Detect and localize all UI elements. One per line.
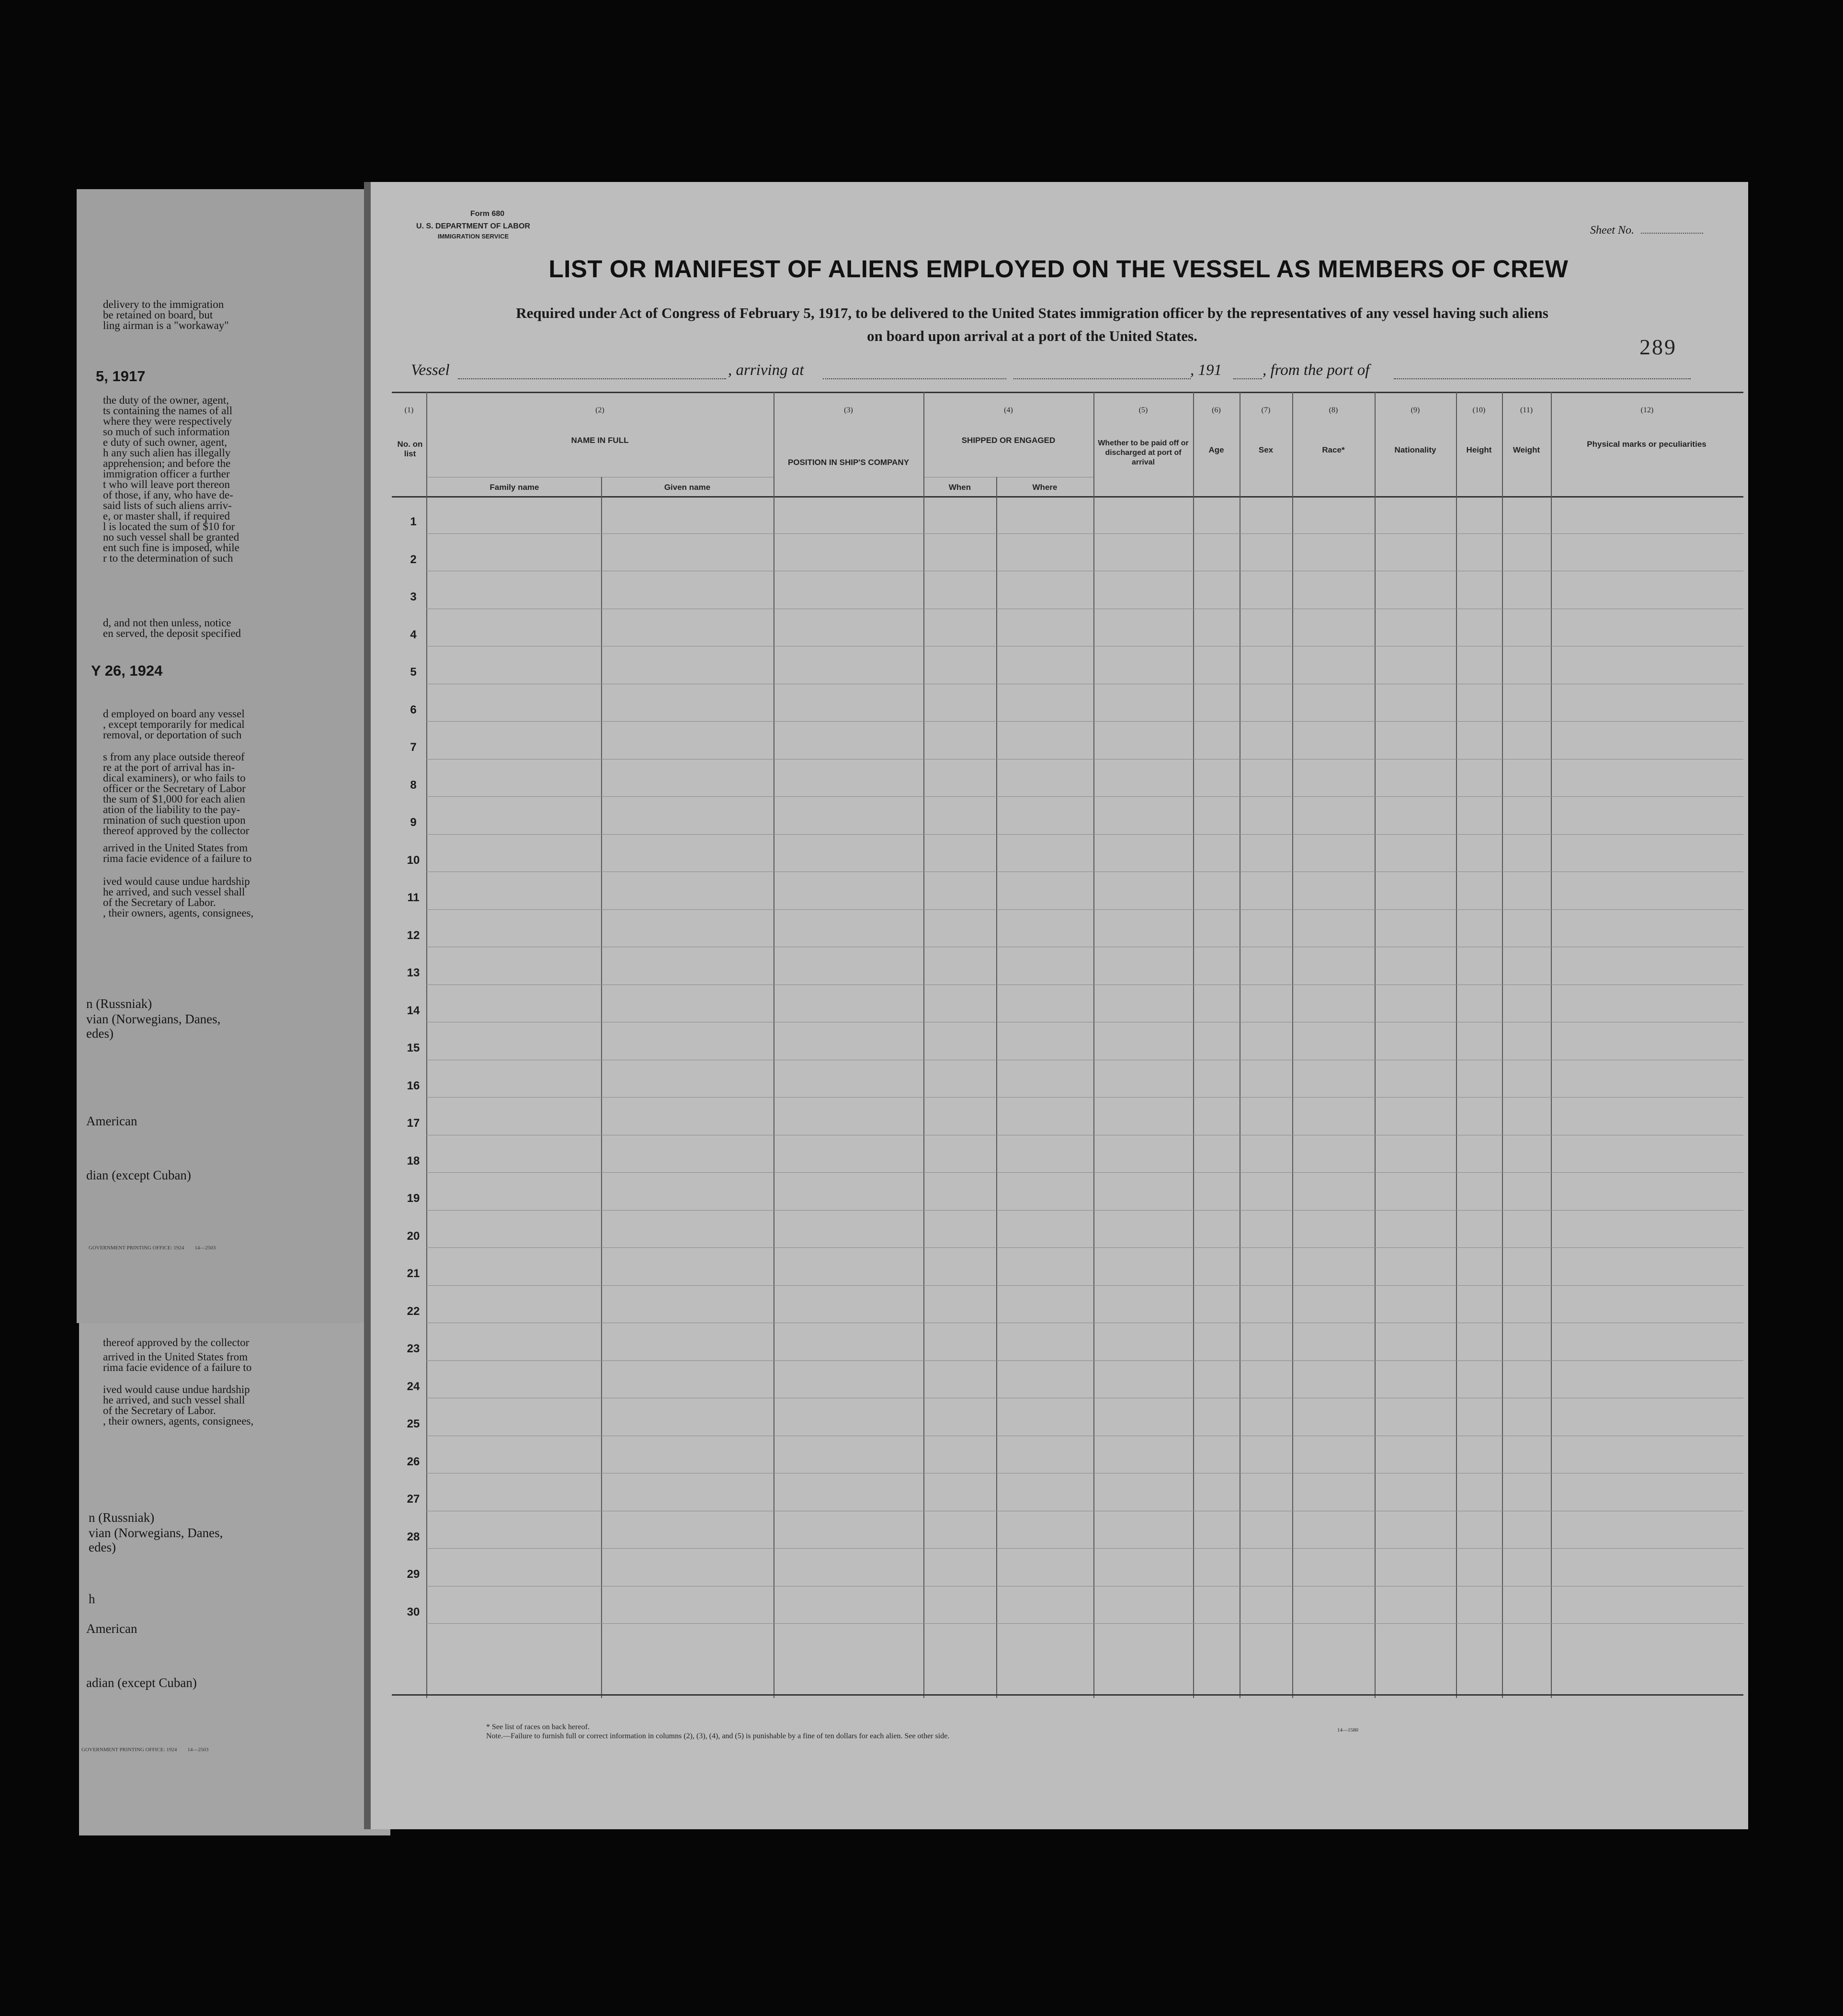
row-number: 14	[407, 1004, 420, 1017]
from-port-label: , from the port of	[1263, 362, 1370, 379]
column-number: (11)	[1520, 406, 1533, 414]
row-number: 23	[407, 1342, 420, 1355]
footnote-penalty: Note.—Failure to furnish full or correct information in columns (2), (3), (4), and (5) is punishable by a fine of ten dollars for each alien. See other side.	[486, 1732, 950, 1740]
handwritten-page-number: 289	[1639, 335, 1677, 359]
table-row[interactable]	[392, 835, 1743, 872]
row-number: 19	[407, 1192, 420, 1205]
column-subheading: When	[948, 483, 971, 492]
table-row[interactable]	[392, 947, 1743, 985]
column-number: (2)	[595, 406, 604, 414]
table-row[interactable]	[392, 797, 1743, 835]
table-row[interactable]	[392, 1173, 1743, 1211]
column-heading: Physical marks or peculiarities	[1587, 440, 1706, 449]
table-row[interactable]	[392, 1473, 1743, 1511]
subtitle-line: on board upon arrival at a port of the United States.	[867, 328, 1197, 344]
arriving-port-field[interactable]	[823, 378, 1006, 379]
table-row[interactable]	[392, 1586, 1743, 1624]
race-list-item: n (Russniak)	[86, 997, 152, 1011]
row-number: 21	[407, 1267, 420, 1280]
column-heading: Weight	[1513, 445, 1540, 454]
column-heading: Race*	[1322, 445, 1345, 454]
table-row[interactable]	[392, 1211, 1743, 1248]
crew-table	[392, 392, 1743, 1698]
row-number: 10	[407, 853, 420, 867]
row-number: 6	[410, 703, 417, 716]
instructions-paragraph: arrived in the United States from rima facie evidence of a failure to	[103, 842, 252, 864]
column-subheading: Given name	[664, 483, 711, 492]
race-list-item: dian (except Cuban)	[86, 1168, 191, 1182]
column-heading: Age	[1208, 445, 1224, 454]
left-instruction-sheet	[77, 189, 364, 1323]
table-row[interactable]	[392, 722, 1743, 759]
subtitle-line: Required under Act of Congress of February 5, 1917, to be delivered to the United States immigration officer by the representatives of any vessel having such aliens	[516, 305, 1548, 321]
column-number: (4)	[1004, 406, 1013, 414]
race-list-item: American	[86, 1621, 137, 1636]
sheet-number-field[interactable]	[1590, 224, 1703, 237]
column-number: (10)	[1472, 406, 1486, 414]
instructions-paragraph: ived would cause undue hardship he arrived, and such vessel shall of the Secretary of Labor. , their owners, agents, consignees,	[103, 1383, 254, 1427]
row-number: 15	[407, 1042, 420, 1054]
instructions-paragraph: s from any place outside thereof re at the port of arrival has in- dical examiners), or who fails to officer or the Secretary of Labor the sum of $1,000 for each alien ation of the liability to the pay- rmination of such question upon thereof approved by the collector	[103, 751, 250, 837]
column-number: (3)	[844, 406, 853, 414]
year-field[interactable]	[1233, 378, 1262, 379]
instructions-paragraph: d, and not then unless, notice en served, the deposit specified	[103, 617, 241, 639]
table-row[interactable]	[392, 1098, 1743, 1135]
instructions-paragraph: d employed on board any vessel , except temporarily for medical removal, or deportation of such	[103, 708, 245, 741]
service-name: IMMIGRATION SERVICE	[437, 233, 509, 240]
row-number: 8	[410, 778, 417, 792]
table-row[interactable]	[392, 1323, 1743, 1361]
table-row[interactable]	[392, 759, 1743, 797]
table-row[interactable]	[392, 872, 1743, 910]
row-number: 18	[407, 1154, 420, 1167]
crew-manifest-form	[364, 182, 1748, 1829]
table-row[interactable]	[392, 646, 1743, 684]
table-top-rule	[392, 392, 1743, 393]
column-heading: Sex	[1258, 445, 1274, 454]
column-subheading: Where	[1032, 483, 1058, 492]
instructions-paragraph: thereof approved by the collector	[103, 1336, 250, 1348]
column-heading: Height	[1466, 445, 1492, 454]
table-row[interactable]	[392, 534, 1743, 572]
column-number: (7)	[1261, 406, 1271, 414]
column-number: (1)	[404, 406, 414, 414]
footnote-races: * See list of races on back hereof.	[486, 1723, 590, 1731]
from-port-field[interactable]	[1394, 378, 1691, 379]
instructions-paragraph: the duty of the owner, agent, ts containing the names of all where they were respectively so much of such information e duty of such owner, agent, h any such alien has illegally apprehension; and before the immigration officer a further t who will leave port thereon of those, if any, who have de- said lists of such aliens arriv- e, or master shall, if required l is located the sum of $10 for no such vessel shall be granted ent such fine is imposed, while r to the determination of such	[103, 394, 239, 564]
department-name: U. S. DEPARTMENT OF LABOR	[416, 222, 530, 230]
table-row[interactable]	[392, 609, 1743, 647]
print-code: 14—1580	[1337, 1727, 1358, 1733]
sheet-number-label: Sheet No.	[1590, 224, 1634, 237]
act-year-heading: 5, 1917	[96, 368, 146, 385]
column-number: (8)	[1329, 406, 1338, 414]
instructions-paragraph: ived would cause undue hardship he arrived, and such vessel shall of the Secretary of Labor. , their owners, agents, consignees,	[103, 875, 254, 919]
row-number: 12	[407, 929, 420, 942]
arriving-label: , arriving at	[728, 362, 804, 379]
row-number: 29	[407, 1568, 420, 1581]
sheet-number-blank[interactable]	[1641, 233, 1703, 234]
table-bottom-rule	[392, 1694, 1743, 1696]
row-number: 4	[410, 628, 417, 641]
race-list-item: adian (except Cuban)	[86, 1676, 197, 1690]
year-label: , 191	[1190, 362, 1222, 379]
race-list-item: American	[86, 1114, 137, 1128]
table-row[interactable]	[392, 496, 1743, 534]
form-number: Form 680	[470, 210, 505, 218]
table-row[interactable]	[392, 1060, 1743, 1098]
row-number: 24	[407, 1380, 420, 1393]
row-number: 25	[407, 1417, 420, 1430]
form-subtitle	[407, 302, 1657, 348]
row-number: 11	[407, 891, 420, 904]
row-number: 22	[407, 1304, 420, 1318]
table-row[interactable]	[392, 910, 1743, 948]
table-row[interactable]	[392, 1248, 1743, 1286]
instructions-paragraph: delivery to the immigration be retained on board, but ling airman is a "workaway"	[103, 298, 229, 331]
column-heading: NAME IN FULL	[571, 436, 629, 445]
table-row[interactable]	[392, 571, 1743, 609]
column-number: (12)	[1640, 406, 1654, 414]
table-row[interactable]	[392, 1511, 1743, 1549]
row-number: 20	[407, 1229, 420, 1243]
row-number: 2	[410, 553, 417, 566]
row-number: 26	[407, 1455, 420, 1468]
row-rule	[426, 1623, 1743, 1624]
table-row[interactable]	[392, 1398, 1743, 1436]
row-number: 5	[410, 666, 417, 679]
left-instruction-sheet-lower	[79, 1323, 390, 1835]
arriving-date-field[interactable]	[1013, 378, 1191, 379]
row-number: 28	[407, 1530, 420, 1543]
vessel-field[interactable]	[458, 378, 726, 379]
table-row[interactable]	[392, 1549, 1743, 1586]
column-number: (5)	[1138, 406, 1148, 414]
race-list-item: h	[89, 1592, 95, 1606]
row-number: 13	[407, 966, 420, 979]
table-row[interactable]	[392, 1361, 1743, 1399]
column-subheading: Family name	[489, 483, 539, 492]
table-row[interactable]	[392, 1022, 1743, 1060]
row-number: 1	[410, 515, 417, 528]
instructions-paragraph: arrived in the United States from rima facie evidence of a failure to	[103, 1351, 252, 1373]
table-row[interactable]	[392, 985, 1743, 1023]
form-title: LIST OR MANIFEST OF ALIENS EMPLOYED ON THE VESSEL AS MEMBERS OF CREW	[548, 255, 1569, 283]
table-row[interactable]	[392, 684, 1743, 722]
race-list-item: vian (Norwegians, Danes, edes)	[89, 1526, 223, 1554]
row-number: 3	[410, 590, 417, 603]
column-heading: Nationality	[1394, 445, 1436, 454]
row-number: 30	[407, 1605, 420, 1619]
column-heading: Whether to be paid off or discharged at port of arrival	[1098, 439, 1189, 466]
printing-office-line: GOVERNMENT PRINTING OFFICE: 1924 14—2503	[81, 1747, 209, 1753]
column-heading: No. on list	[397, 440, 423, 458]
table-row[interactable]	[392, 1286, 1743, 1324]
row-number: 17	[407, 1117, 420, 1130]
row-number: 27	[407, 1493, 420, 1506]
row-number: 16	[407, 1079, 420, 1092]
column-number: (9)	[1411, 406, 1420, 414]
vessel-label: Vessel	[411, 362, 450, 379]
race-list-item: n (Russniak)	[89, 1510, 155, 1525]
table-row[interactable]	[392, 1436, 1743, 1474]
race-list-item: vian (Norwegians, Danes, edes)	[86, 1012, 221, 1041]
row-number: 9	[410, 816, 417, 829]
printing-office-line: GOVERNMENT PRINTING OFFICE: 1924 14—2503	[89, 1245, 216, 1251]
row-number: 7	[410, 741, 417, 754]
column-heading: POSITION IN SHIP'S COMPANY	[787, 458, 910, 467]
act-year-heading: Y 26, 1924	[91, 662, 163, 679]
column-number: (6)	[1212, 406, 1221, 414]
column-heading: SHIPPED OR ENGAGED	[961, 436, 1056, 445]
table-row[interactable]	[392, 1135, 1743, 1173]
